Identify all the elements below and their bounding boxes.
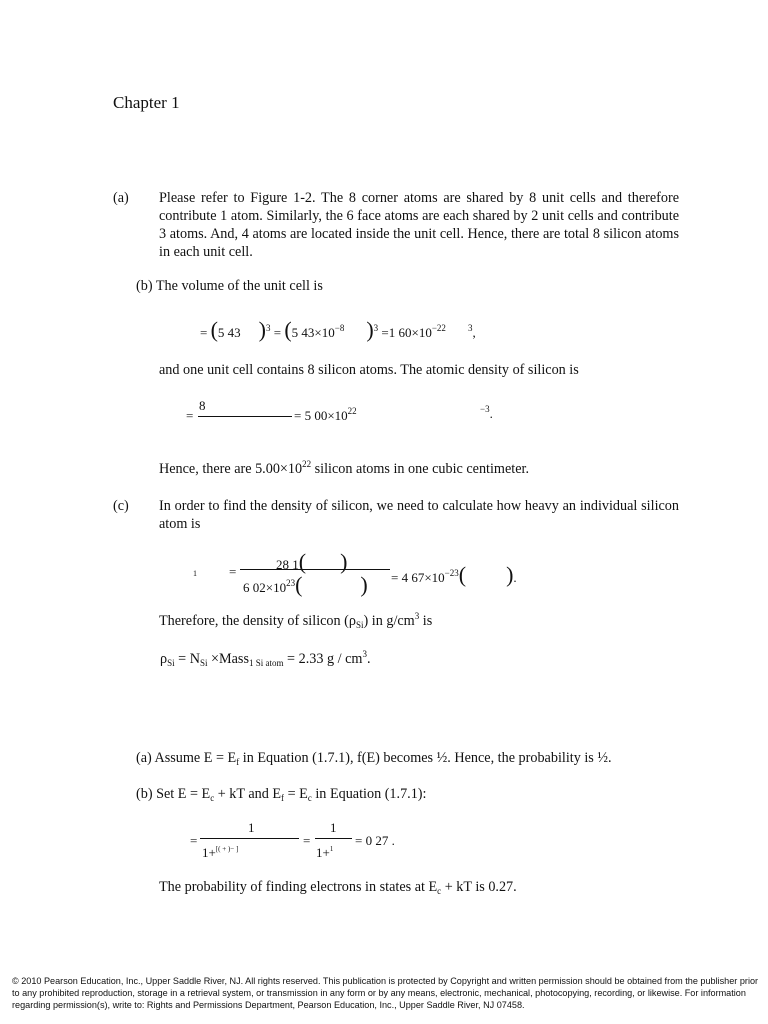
- problem-1b: [136, 278, 323, 295]
- cube-exp: 3: [373, 323, 379, 333]
- exponent: −8: [334, 323, 345, 333]
- density-value: = 5 $00\times 10^{22}$: [294, 406, 357, 423]
- mass-denominator: 6 $02\times 10^{23}$( ): [243, 572, 368, 597]
- mass-subscript: 1: [193, 569, 197, 578]
- copyright-footer: © 2010 Pearson Education, Inc., Upper Saddle River, NJ. All rights reserved. This publication is protected by Copyright and written permission should be obtained from the publisher prior to any prohibited reproduction, storage in a retrieval system, or transmission in any form or by any means, electronic, mechanical, photocopying, recording, or likewise. For information regarding permission(s), write to: Rights and Permissions Department, Pearson Education, Inc., Upper Saddle River, NJ 07458.: [12, 976, 759, 1010]
- problem-1a: [113, 189, 679, 261]
- problem-1b-text: The volume of the unit cell is: [155, 278, 323, 294]
- problem-2a: (a) Assume $E = E_f$ in Equation (1.7.1), f(E) becomes ½. Hence, the probability is ½.: [136, 750, 612, 767]
- prob-numerator-2: 1: [330, 820, 337, 835]
- lattice-constant: 5 43: [217, 325, 241, 340]
- prob-eq-sign-2: =: [303, 833, 311, 848]
- prob-denominator-2: 1+$^1$: [316, 845, 334, 860]
- prob-numerator-1: 1: [248, 820, 255, 835]
- eq-sign: =: [200, 325, 208, 340]
- mass-numerator: 28 1( ): [276, 549, 348, 574]
- eq-sign: =: [381, 325, 389, 340]
- prob-fraction-bar-1: [200, 838, 299, 839]
- problem-2b-label: (b): [136, 786, 153, 802]
- problem-1b-label: (b): [136, 278, 153, 294]
- mass-value: = 4 $67\times 10^{-23}$( ).: [391, 562, 517, 587]
- lattice-constant-cm: 5 43×10: [291, 325, 335, 340]
- problem-1c: [113, 497, 679, 533]
- eq-sign: =: [273, 325, 282, 340]
- problem-1b-text3: Hence, there are $5.00\times 10^{22}$ silicon atoms in one cubic centimeter.: [159, 459, 529, 477]
- problem-2a-label: (a): [136, 750, 152, 766]
- prob-denominator-1: 1+[( + )− ]: [202, 845, 239, 860]
- mass-fraction-bar: [240, 569, 390, 570]
- density-eq-sign: =: [186, 408, 194, 423]
- problem-1a-label: (a): [113, 190, 129, 206]
- prob-eq-sign: =: [190, 833, 198, 848]
- problem-2b: (b) Set $E = E_c$ + kT and $E_f = E_c$ in Equation (1.7.1):: [136, 786, 427, 803]
- problem-1b-text2: and one unit cell contains 8 silicon atoms. The atomic density of silicon is: [159, 362, 579, 378]
- problem-1c-label: (c): [113, 498, 129, 514]
- problem-1c-text: In order to find the density of silicon, we need to calculate how heavy an individual silicon atom is: [159, 498, 679, 532]
- comma: ,: [472, 325, 476, 340]
- volume-value: 1 60×10: [388, 325, 432, 340]
- density-unit: $^{-3}$.: [480, 404, 493, 421]
- cube-exp: 3: [266, 323, 271, 333]
- chapter-title: Chapter 1: [113, 93, 180, 112]
- probability-statement: The probability of finding electrons in states at $E_c$ + kT is 0.27.: [159, 879, 517, 896]
- exponent: −22: [431, 323, 446, 333]
- mass-eq-sign: =: [229, 564, 237, 579]
- volume-equation: = (5 43 )$^3$ = (5 $43\times 10^{-8}$ )$^3$ =1 $60\times 10^{-22}$ $^3$,: [200, 317, 476, 342]
- prob-fraction-bar-2: [315, 838, 352, 839]
- prob-result: = 0 27 .: [355, 833, 395, 848]
- density-statement: Therefore, the density of silicon $(\rho_{Si})$ in $g/cm^3$ is: [159, 611, 433, 630]
- rho-equation: $\rho_{Si} = N_{Si}$ ×Mass$_{1 Si atom}$ = 2.33 g / $cm^3$.: [160, 649, 371, 668]
- problem-1a-text: Please refer to Figure 1-2. The 8 corner atoms are shared by 8 unit cells and therefore contribute 1 atom. Similarly, the 6 face atoms are each shared by 2 unit cells and contribute 3 atoms. And, 4 atoms are located inside the unit cell. Hence, there are total 8 silicon atoms in each unit cell.: [159, 190, 679, 260]
- density-fraction-bar: [198, 416, 292, 417]
- unit-exponent: 3: [467, 323, 473, 333]
- density-numerator: 8: [199, 398, 206, 413]
